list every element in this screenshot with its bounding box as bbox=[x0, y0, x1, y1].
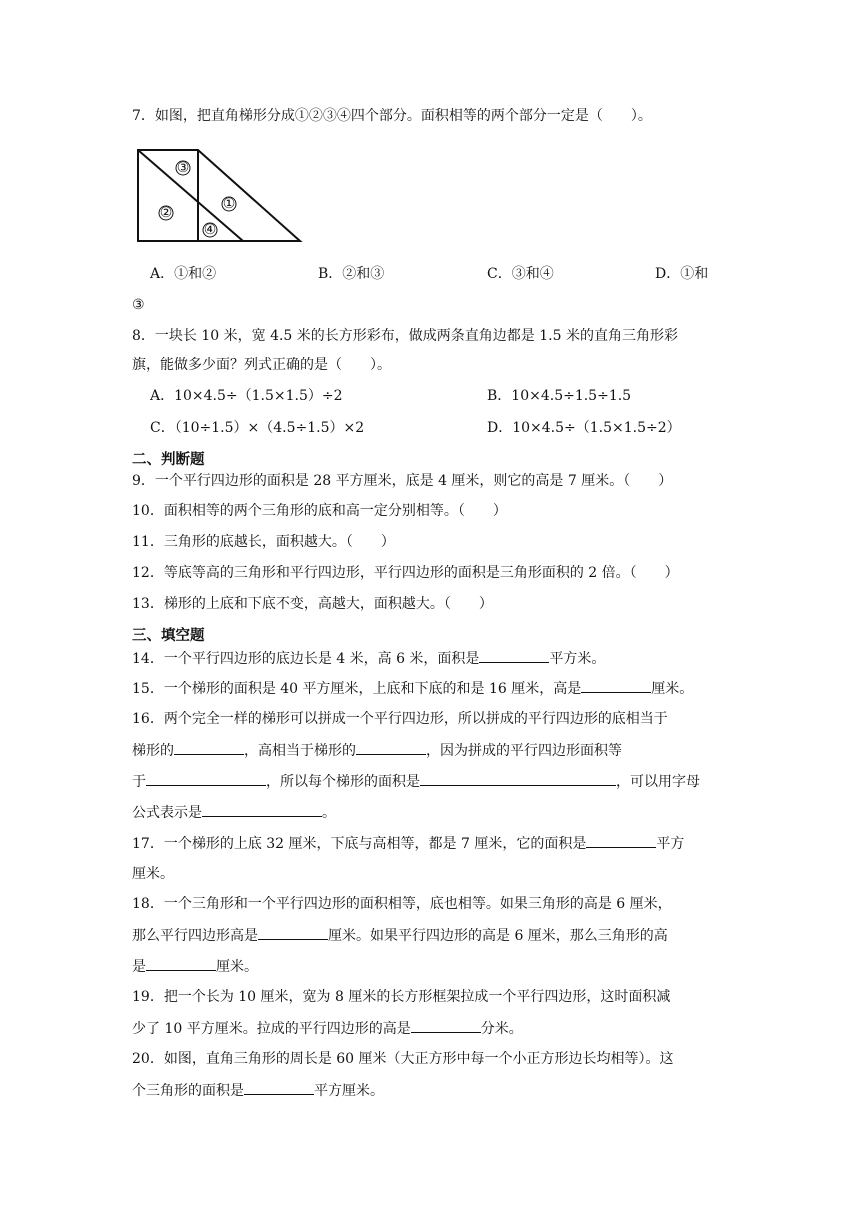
q16-text-d: 于 bbox=[132, 774, 146, 790]
q18-text-d: 厘米。 bbox=[216, 959, 258, 975]
q20-unit: 平方厘米。 bbox=[314, 1083, 384, 1099]
q18-blank-2[interactable] bbox=[146, 956, 216, 971]
q16-blank-4[interactable] bbox=[420, 771, 616, 786]
q16-text-c: ，因为拼成的平行四边形面积等 bbox=[426, 743, 622, 759]
q16-blank-3[interactable] bbox=[146, 771, 266, 786]
q15-answer-blank[interactable] bbox=[581, 678, 651, 693]
q14-text: 14．一个平行四边形的底边长是 4 米，高 6 米，面积是 bbox=[132, 651, 480, 667]
q17-answer-blank[interactable] bbox=[586, 833, 656, 848]
q14-unit: 平方米。 bbox=[549, 651, 606, 667]
label-1: ① bbox=[222, 196, 236, 212]
q19-answer-blank[interactable] bbox=[411, 1018, 481, 1033]
q19-unit: 分米。 bbox=[480, 1021, 523, 1037]
q14-answer-blank[interactable] bbox=[479, 648, 549, 663]
q17-line1 bbox=[132, 833, 684, 854]
q19-line1: 19．把一个长为 10 厘米，宽为 8 厘米的长方形框架拉成一个平行四边形，这时面积减 bbox=[132, 989, 671, 1005]
q16-line1: 16．两个完全一样的梯形可以拼成一个平行四边形，所以拼成的平行四边形的底相当于 bbox=[132, 711, 668, 727]
q18-line3 bbox=[132, 956, 258, 977]
q16-blank-1[interactable] bbox=[174, 740, 244, 755]
q8-stem-line2: 旗，能做多少面？列式正确的是（ ）。 bbox=[132, 357, 391, 373]
q18-text-c: 是 bbox=[132, 959, 146, 975]
q18-text-b: 厘米。如果平行四边形的高是 6 厘米，那么三角形的高 bbox=[328, 928, 668, 944]
q10: 10．面积相等的两个三角形的底和高一定分别相等。（ ） bbox=[132, 503, 507, 519]
q18-line2 bbox=[132, 925, 668, 946]
section-2-title: 二、判断题 bbox=[132, 452, 205, 468]
trapezoid-figure bbox=[130, 144, 308, 248]
q15-unit: 厘米。 bbox=[651, 681, 694, 697]
q16-text-f: ，可以用字母 bbox=[616, 774, 700, 790]
q16-text-g: 公式表示是 bbox=[132, 805, 202, 821]
q9: 9．一个平行四边形的面积是 28 平方厘米，底是 4 厘米，则它的高是 7 厘米。（ ） bbox=[132, 473, 673, 489]
q19-text: 少了 10 平方厘米。拉成的平行四边形的高是 bbox=[132, 1021, 411, 1037]
q20-line1: 20．如图，直角三角形的周长是 60 厘米（大正方形中每一个小正方形边长均相等）。这 bbox=[132, 1051, 674, 1067]
q17-line2: 厘米。 bbox=[132, 866, 174, 882]
q16-blank-2[interactable] bbox=[356, 740, 426, 755]
q16-line4 bbox=[132, 802, 336, 823]
label-4: ④ bbox=[203, 222, 217, 238]
q8-option-b[interactable]: B．10×4.5÷1.5÷1.5 bbox=[487, 388, 632, 404]
q7-option-d-cont: ③ bbox=[132, 297, 145, 313]
q16-line2 bbox=[132, 740, 622, 761]
q18-blank-1[interactable] bbox=[258, 925, 328, 940]
q15 bbox=[132, 678, 693, 699]
q8-stem-line1: 8．一块长 10 米，宽 4.5 米的长方形彩布，做成两条直角边都是 1.5 米的直角三角形彩 bbox=[132, 328, 678, 344]
q8-option-c[interactable]: C．（10÷1.5）×（4.5÷1.5）×2 bbox=[150, 420, 365, 436]
q7-option-a[interactable]: A．①和② bbox=[150, 266, 217, 282]
section-3-title: 三、填空题 bbox=[132, 628, 205, 644]
q8-option-d[interactable]: D．10×4.5÷（1.5×1.5÷2） bbox=[487, 420, 681, 436]
q16-blank-5[interactable] bbox=[202, 802, 322, 817]
q7-option-c[interactable]: C．③和④ bbox=[487, 266, 554, 282]
q12: 12．等底等高的三角形和平行四边形，平行四边形的面积是三角形面积的 2 倍。（ ） bbox=[132, 565, 679, 581]
label-2: ② bbox=[159, 205, 173, 221]
q16-text-e: ，所以每个梯形的面积是 bbox=[266, 774, 420, 790]
q8-option-a[interactable]: A．10×4.5÷（1.5×1.5）÷2 bbox=[150, 388, 343, 404]
q14 bbox=[132, 648, 605, 669]
q17-unit: 平方 bbox=[656, 836, 685, 852]
q17-text: 17．一个梯形的上底 32 厘米，下底与高相等，都是 7 厘米，它的面积是 bbox=[132, 836, 587, 852]
q16-text-b: ，高相当于梯形的 bbox=[244, 743, 356, 759]
q16-text-a: 梯形的 bbox=[132, 743, 174, 759]
q7-stem: 7．如图，把直角梯形分成①②③④四个部分。面积相等的两个部分一定是（ ）。 bbox=[132, 108, 652, 124]
q20-answer-blank[interactable] bbox=[244, 1080, 314, 1095]
q16-text-h: 。 bbox=[322, 805, 336, 821]
q7-option-b[interactable]: B．②和③ bbox=[318, 266, 385, 282]
q20-line2 bbox=[132, 1080, 384, 1101]
label-3: ③ bbox=[176, 160, 190, 176]
q16-line3 bbox=[132, 771, 700, 792]
q18-line1: 18．一个三角形和一个平行四边形的面积相等，底也相等。如果三角形的高是 6 厘米， bbox=[132, 896, 672, 912]
q19-line2 bbox=[132, 1018, 523, 1039]
q18-text-a: 那么平行四边形高是 bbox=[132, 928, 258, 944]
q7-option-d[interactable]: D．①和 bbox=[655, 266, 709, 282]
q15-text: 15．一个梯形的面积是 40 平方厘米，上底和下底的和是 16 厘米，高是 bbox=[132, 681, 582, 697]
q11: 11．三角形的底越长，面积越大。（ ） bbox=[132, 534, 395, 550]
q13: 13．梯形的上底和下底不变，高越大，面积越大。（ ） bbox=[132, 596, 493, 612]
q20-text: 个三角形的面积是 bbox=[132, 1083, 244, 1099]
